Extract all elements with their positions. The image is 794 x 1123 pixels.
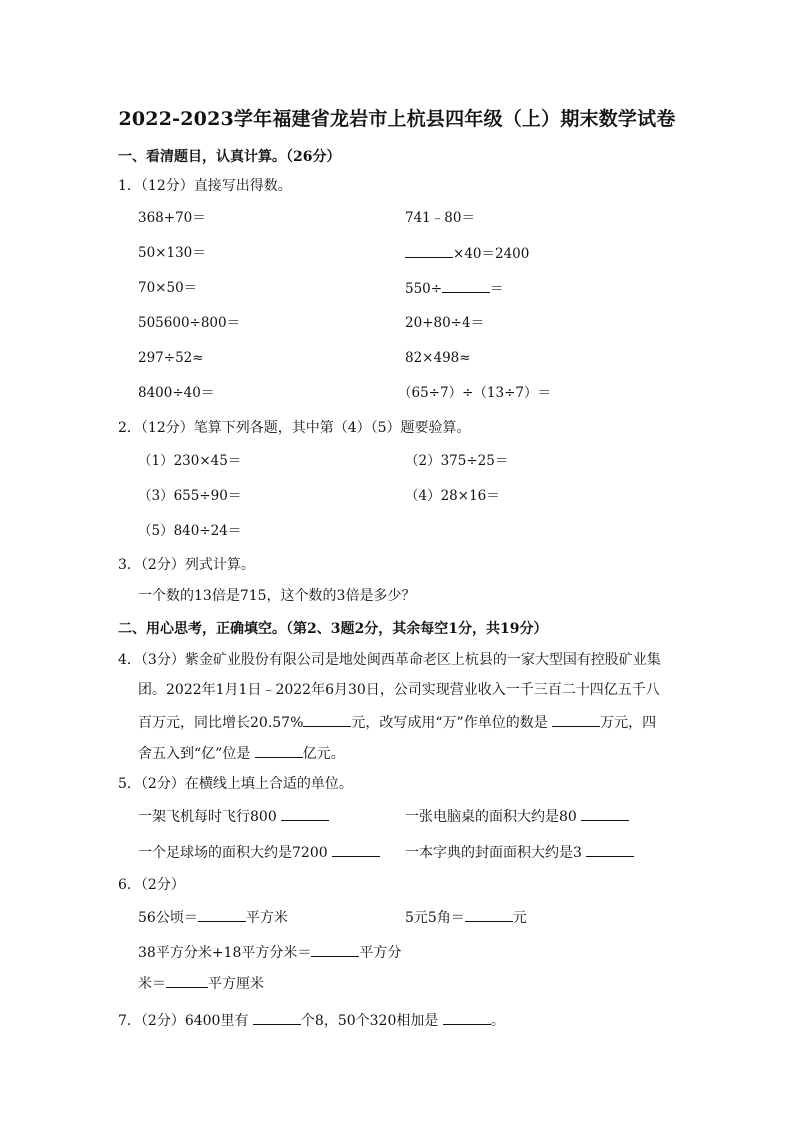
q6-item — [138, 942, 401, 963]
q5-item — [138, 842, 380, 863]
q7-text: 。 — [490, 1013, 505, 1029]
q6-text: 平方米 — [245, 910, 288, 926]
q4-text: 亿元。 — [302, 746, 345, 762]
answer-blank[interactable] — [552, 712, 600, 727]
page-title: 2022-2023学年福建省龙岩市上杭县四年级（上）期末数学试卷 — [118, 108, 676, 130]
q2-item: （2）375÷25＝ — [405, 453, 509, 469]
q1-item-text: 550÷ — [405, 281, 443, 297]
question-3-label: 3．（2分）列式计算。 — [118, 557, 255, 573]
question-2-label: 2．（12分）笔算下列各题，其中第（4）（5）题要验算。 — [118, 420, 471, 436]
q1-item: 82×498≈ — [405, 350, 471, 366]
q5-item — [138, 806, 329, 827]
q1-item: 741﹣80＝ — [405, 210, 475, 226]
q1-item: 20+80÷4＝ — [405, 315, 485, 331]
answer-blank[interactable] — [311, 942, 359, 957]
q6-text: 平方厘米 — [208, 976, 264, 992]
question-5-label: 5．（2分）在横线上填上合适的单位。 — [118, 776, 353, 792]
question-3-text: 一个数的13倍是715，这个数的3倍是多少？ — [138, 588, 416, 604]
q4-text: 舍五入到“亿”位是 — [138, 746, 251, 762]
answer-blank[interactable] — [465, 907, 513, 922]
answer-blank[interactable] — [303, 712, 351, 727]
q1-item: 368+70＝ — [138, 210, 206, 226]
q6-text: 38平方分米+18平方分米＝ — [138, 945, 312, 961]
answer-blank[interactable] — [442, 278, 490, 293]
answer-blank[interactable] — [443, 1010, 491, 1025]
q1-item-fill — [405, 243, 529, 264]
q6-text: 5元5角＝ — [405, 910, 465, 926]
q1-item: （65÷7）÷（13÷7）＝ — [398, 385, 551, 401]
question-7 — [118, 1010, 505, 1031]
q5-item-text: 一本字典的封面面积大约是3 — [405, 845, 582, 861]
q1-item: 70×50＝ — [138, 280, 198, 296]
q6-item — [138, 907, 288, 928]
section-heading-2: 二、用心思考，正确填空。（第2、3题2分，其余每空1分，共19分） — [118, 621, 548, 637]
q1-item: 8400÷40＝ — [138, 385, 215, 401]
answer-blank[interactable] — [332, 842, 380, 857]
question-4-line: 4．（3分）紫金矿业股份有限公司是地处闽西革命老区上杭县的一家大型国有控股矿业集 — [118, 652, 661, 668]
q7-text: 7．（2分）6400里有 — [118, 1013, 249, 1029]
question-1-label: 1．（12分）直接写出得数。 — [118, 178, 292, 194]
q6-text: 56公顷＝ — [138, 910, 198, 926]
answer-blank[interactable] — [581, 806, 629, 821]
question-6-label: 6．（2分） — [118, 877, 185, 893]
q1-item-fill — [405, 278, 504, 299]
q1-item-tail: ＝ — [490, 281, 504, 297]
q6-item — [138, 973, 264, 994]
answer-blank[interactable] — [198, 907, 246, 922]
section-heading-1: 一、看清题目，认真计算。（26分） — [118, 149, 341, 165]
q2-item: （3）655÷90＝ — [138, 488, 242, 504]
answer-blank[interactable] — [253, 1010, 301, 1025]
q4-text: 百万元，同比增长20.57% — [138, 715, 304, 731]
answer-blank[interactable] — [586, 842, 634, 857]
q7-text: 个8，50个320相加是 — [300, 1013, 439, 1029]
q5-item-text: 一张电脑桌的面积大约是80 — [405, 809, 577, 825]
q5-item-text: 一个足球场的面积大约是7200 — [138, 845, 328, 861]
q6-item — [405, 907, 527, 928]
q5-item — [405, 842, 634, 863]
q4-text: 元，改写成用“万”作单位的数是 — [351, 715, 548, 731]
answer-blank[interactable] — [166, 973, 208, 988]
q4-text: 万元，四 — [600, 715, 657, 731]
q6-text: 元 — [512, 910, 527, 926]
q1-item: 297÷52≈ — [138, 350, 204, 366]
q2-item: （4）28×16＝ — [405, 488, 500, 504]
q2-item: （5）840÷24＝ — [138, 523, 242, 539]
q1-item-text: ×40＝2400 — [453, 246, 530, 262]
q6-text: 米＝ — [138, 976, 166, 992]
q1-item: 50×130＝ — [138, 245, 206, 261]
q5-item — [405, 806, 629, 827]
q1-item: 505600÷800＝ — [138, 315, 241, 331]
answer-blank[interactable] — [255, 743, 303, 758]
question-4-line — [138, 743, 345, 764]
q5-item-text: 一架飞机每时飞行800 — [138, 809, 277, 825]
q2-item: （1）230×45＝ — [138, 453, 242, 469]
question-4-line — [138, 712, 656, 733]
answer-blank[interactable] — [405, 243, 453, 258]
answer-blank[interactable] — [281, 806, 329, 821]
q6-text: 平方分 — [359, 945, 402, 961]
question-4-line: 团。2022年1月1日﹣2022年6月30日，公司实现营业收入一千三百二十四亿五千八 — [138, 682, 660, 698]
